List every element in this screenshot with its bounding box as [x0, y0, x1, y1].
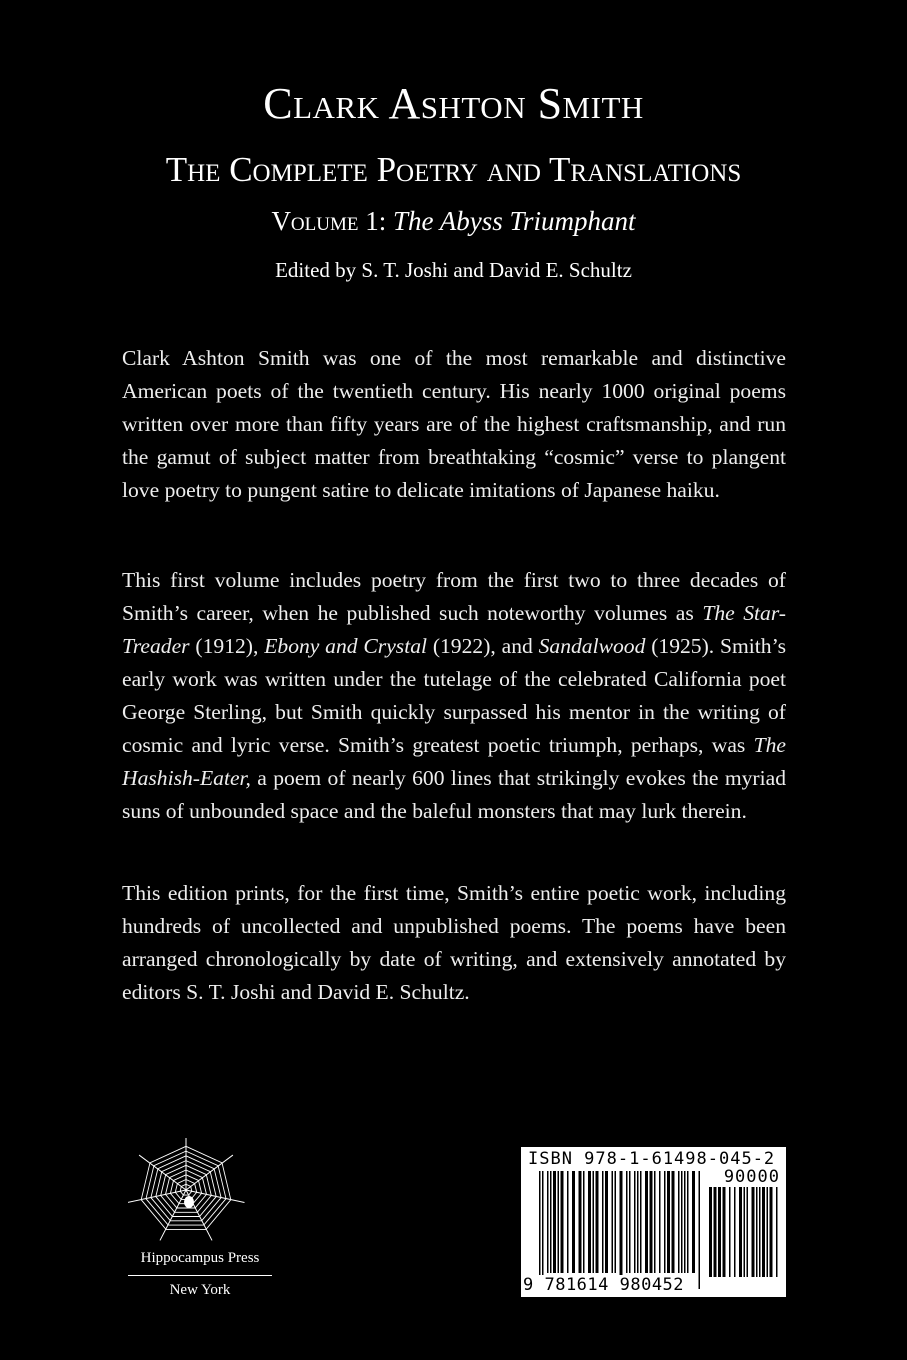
barcode-bar — [667, 1171, 670, 1273]
barcode-bar — [650, 1171, 653, 1273]
barcode-bar — [626, 1171, 628, 1273]
barcode-bar — [620, 1171, 623, 1289]
barcode-bar — [776, 1187, 778, 1277]
barcode-bar — [759, 1187, 761, 1277]
author-name: Clark Ashton Smith — [263, 79, 644, 128]
book-title: Ebony and Crystal — [264, 634, 427, 658]
barcode-bar — [579, 1171, 582, 1273]
text-segment: (1912), — [189, 634, 265, 658]
text-segment: (1922), and — [427, 634, 539, 658]
barcode-bar — [588, 1171, 591, 1273]
barcode-bar — [550, 1171, 552, 1273]
blurb-paragraph-2 — [122, 564, 786, 828]
barcode-bar — [747, 1187, 749, 1277]
series-title: The Complete Poetry and Translations — [165, 150, 742, 189]
barcode-bar — [729, 1187, 731, 1277]
divider — [128, 1275, 272, 1276]
barcode-bar — [567, 1171, 569, 1273]
publisher-city: New York — [169, 1282, 231, 1298]
isbn-barcode — [521, 1147, 786, 1297]
blurb-paragraph-1: Clark Ashton Smith was one of the most remarkable and distinctive American poets of the twentieth century. His nearly 1000 original poems written over more than fifty years are of the highest craftsmanship, and run the gamut of subject matter from breathtaking “cosmic” verse to plangent love poetry to pungent satire to delicate imitations of Japanese haiku. — [122, 346, 786, 502]
book-title: The Star-Treader — [122, 601, 786, 658]
editors: Edited by S. T. Joshi and David E. Schultz — [275, 258, 632, 282]
barcode-bar — [762, 1187, 765, 1277]
barcode-bar — [770, 1187, 773, 1277]
barcode-bar — [542, 1171, 544, 1289]
barcode-bar — [605, 1171, 608, 1273]
publisher-name: Hippocampus Press — [140, 1250, 260, 1266]
blurb-paragraph-3: This edition prints, for the first time, Smith’s entire poetic work, including hundreds of uncollected and unpublished poems. The poems have been arranged chronologically by date of writing, and extensively annotated by editors S. T. Joshi and David E. Schultz. — [122, 881, 786, 1004]
barcode-bar — [572, 1171, 575, 1273]
barcode-bar — [583, 1171, 585, 1273]
volume-title — [0, 206, 907, 237]
barcode-bar — [659, 1171, 661, 1273]
barcode-bar — [744, 1187, 746, 1277]
volume-label: Volume 1: — [271, 206, 387, 236]
barcode-bar — [539, 1171, 541, 1289]
barcode-bar — [767, 1187, 769, 1277]
text-segment: a poem of nearly 600 lines that strikingly evokes the myriad suns of unbounded space and the baleful monsters that may lurk therein. — [122, 766, 786, 823]
barcode-bar — [558, 1171, 560, 1273]
barcode-bar — [681, 1171, 683, 1273]
barcode-bar — [692, 1171, 695, 1273]
barcode-bar — [687, 1171, 689, 1273]
barcode-bar — [664, 1171, 666, 1273]
barcode-bar — [615, 1171, 617, 1273]
barcode-bar — [734, 1187, 736, 1277]
spider-web-icon — [128, 1138, 278, 1248]
barcode-bar — [596, 1171, 599, 1273]
barcode-bar — [684, 1171, 686, 1273]
ean-digits: 9 781614 980452 — [523, 1275, 685, 1295]
isbn-label: ISBN 978-1-61498-045-2 — [528, 1149, 776, 1169]
book-title: The Hashish-Eater, — [122, 733, 786, 790]
barcode-bar — [561, 1171, 564, 1273]
barcode-bar — [553, 1171, 556, 1273]
publisher-block — [124, 1250, 276, 1299]
volume-subtitle: The Abyss Triumphant — [393, 206, 636, 236]
barcode-bar — [752, 1187, 755, 1277]
barcode-bar — [678, 1171, 680, 1273]
text-segment: This first volume includes poetry from the first two to three decades of Smith’s career, when he published such noteworthy volumes as — [122, 568, 786, 625]
barcode-bar — [709, 1187, 712, 1277]
barcode-bar — [739, 1187, 742, 1277]
barcode-bar — [547, 1171, 549, 1273]
barcode-bar — [672, 1171, 675, 1273]
barcode-bar — [718, 1187, 721, 1277]
barcode-bar — [699, 1171, 701, 1289]
book-title: Sandalwood — [538, 634, 646, 658]
text-segment: (1925). Smith’s early work was written under the tutelage of the celebrated California poet George Sterling, but Smith quickly surpassed his mentor in the writing of cosmic and lyric verse. Smith’s greatest poetic triumph, perhaps, was — [122, 634, 786, 757]
barcode-bar — [714, 1187, 717, 1277]
barcode-bar — [654, 1171, 656, 1273]
barcode-bar — [637, 1171, 639, 1273]
barcode-bar — [602, 1171, 604, 1273]
barcode-bar — [593, 1171, 595, 1273]
barcode-bar — [640, 1171, 642, 1273]
barcode-bar — [634, 1171, 636, 1273]
barcode-bar — [612, 1171, 614, 1273]
price-code: 90000 — [723, 1167, 780, 1187]
barcode-bar — [629, 1171, 631, 1273]
barcode-bar — [756, 1187, 758, 1277]
barcode-bar — [723, 1187, 726, 1277]
barcode-bar — [645, 1171, 648, 1273]
